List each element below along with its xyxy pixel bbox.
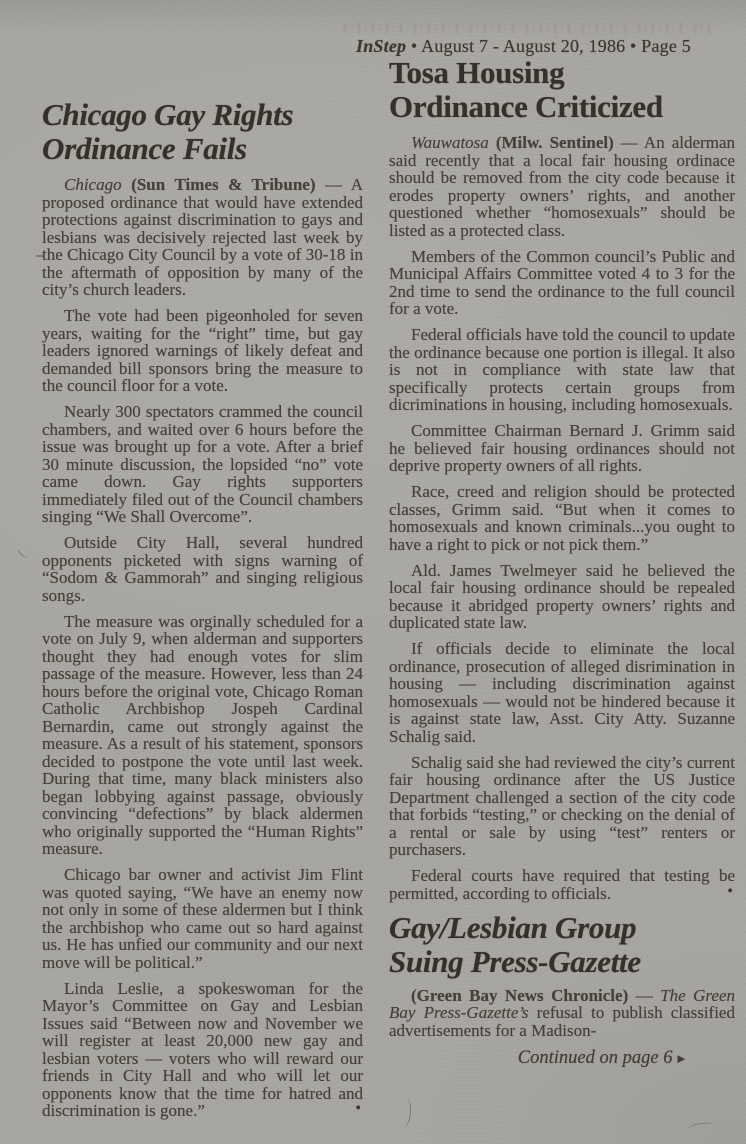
paragraph: Ald. James Twelmeyer said he believed the local fair housing ordinance should be repealed because it abridged property owners’ rights and duplicated state law. — [389, 560, 735, 632]
headline-line-1: Gay/Lesbian Group — [389, 909, 637, 945]
paragraph: Chicago bar owner and activist Jim Flint was quoted saying, “We have an enemy now not only in some of these aldermen but I think the archbishop who came out so hard against us. He has unfied our community and our next move will be political.” — [42, 865, 363, 972]
paragraph: Federal officials have told the council to update the ordinance because one portion is illegal. It also is not in compliance with state law that specifically protects certain groups from dicriminations in housing, including homosexuals. — [389, 325, 735, 414]
stray-ink-mark — [399, 1098, 412, 1129]
continued-arrow-icon: ▸ — [677, 1050, 685, 1067]
headline-line-2: Ordinance Fails — [42, 131, 247, 166]
headline-tosa — [389, 56, 735, 124]
lead-text: — An alderman said recently that a local fair housing ordinace should be removed from the city code because it erodes property owners’ rights, and another questioned whether “homosexuals” should be listed as a protected class. — [389, 133, 735, 240]
paragraph — [389, 867, 735, 902]
paragraph: If officials decide to eliminate the local ordinance, prosecution of alleged disrimination in housing — including discrimination against homosexuals — would not be hindered because it is against state law, Asst. City Atty. Suzanne Schalig said. — [389, 639, 735, 746]
paragraph: The measure was orginally scheduled for a vote on July 9, when alderman and supporters thought they had enough votes for slim passage of the measure. However, less than 24 hours before the original vote, Chicago Roman Catholic Archbishop Jospeh Cardinal Bernardin, came out strongly against the measure. As a result of his statement, sponsors decided to postpone the vote until last week. During that time, many black ministers also began lobbying against passage, obviously convincing “defections” by black aldermen who originally supported the “Human Rights” measure. — [42, 611, 363, 858]
paragraph: Members of the Common council’s Public and Municipal Affairs Committee voted 4 to 3 for the 2nd time to send the ordinance to the full council for a vote. — [389, 246, 735, 318]
paragraph: Race, creed and religion should be protected classes, Grimm said. “But when it comes to homosexuals and known criminals...you ought to have a right to pick or not pick them.” — [389, 482, 735, 554]
right-column — [389, 56, 735, 1069]
lead-text: — A proposed ordinance that would have extended protections against discrimination to gays and lesbians was decisively rejected last week by the Chicago City Council by a vote of 30-18 in the aftermath of opposition by many of the city’s church leaders. — [42, 175, 363, 299]
end-of-article-bullet: • — [355, 1100, 361, 1117]
lead-text: refusal to publish classified advertisements for a Madison- — [389, 1003, 735, 1040]
masthead-title: InStep — [356, 36, 407, 56]
lead-paragraph — [42, 176, 363, 299]
paragraph-text: Linda Leslie, a spokeswoman for the Mayor’s Committee on Gay and Lesbian Issues said “Between now and November we will register at least 20,000 new gay and lesbian voters — voters who will reward our friends in City Hall and who will let our opponents know that the time for hatred and discrimination is gone.” — [42, 978, 363, 1120]
article-press-gazette — [389, 911, 735, 1069]
dash: — — [635, 985, 653, 1005]
article-chicago-body — [42, 176, 363, 1120]
article-tosa-body — [389, 134, 735, 902]
issue-info: • August 7 - August 20, 1986 • Page 5 — [410, 36, 691, 56]
article-press-gazette-body — [389, 987, 735, 1040]
article-tosa — [389, 56, 735, 902]
paragraph: Nearly 300 spectators crammed the council chambers, and waited over 6 hours before the issue was brought up for a vote. After a brief 30 minute discussion, the lopsided “no” vote came down. Gay rights supporters immediately filed out of the Council chambers singing “We Shall Overcome”. — [42, 402, 363, 526]
dateline-source: (Sun Times & Tribune) — [131, 175, 316, 194]
dateline-city: Wauwatosa — [411, 133, 489, 152]
article-chicago — [42, 98, 363, 1128]
page-header — [356, 36, 691, 57]
stray-ink-mark — [17, 544, 32, 560]
headline-line-1: Tosa Housing — [389, 55, 565, 90]
publication-name: The Green Bay Press-Gazette’s — [389, 985, 736, 1022]
paragraph: Outside City Hall, several hundred opponents picketed with signs warning of “Sodom & Gammorah” and singing religious songs. — [42, 533, 363, 605]
paragraph: The vote had been pigeonholed for seven years, waiting for the “right” time, but gay leaders ignored warnings of likely defeat and demanded bill sponsors bring the measure to the council floor for a vote. — [42, 306, 363, 395]
stray-ink-mark — [688, 1121, 715, 1134]
continued-notice — [389, 1048, 735, 1069]
continued-text: Continued on page 6 — [517, 1047, 673, 1068]
paragraph: Schalig said she had reviewed the city’s current fair housing ordinance after the US Justice Department challenged a section of the city code that forbids “testing,” or checking on the denial of a rental or sale by using “test” renters or purchasers. — [389, 752, 735, 859]
headline-line-1: Chicago Gay Rights — [42, 97, 294, 132]
headline-line-2: Suing Press-Gazette — [389, 943, 641, 979]
end-of-article-bullet: • — [727, 882, 733, 900]
lead-paragraph — [389, 134, 735, 239]
bleedthrough-smudge — [344, 23, 712, 34]
paragraph: Committee Chairman Bernard J. Grimm said he believed fair housing ordinances should not deprive property owners of all rights. — [389, 421, 735, 475]
paragraph — [42, 980, 363, 1120]
headline-line-2: Ordinance Criticized — [389, 89, 663, 124]
headline-press-gazette — [389, 911, 735, 979]
paragraph-text: Federal courts have required that testing be permitted, according to officials. — [389, 866, 735, 903]
dateline-source: (Green Bay News Chronicle) — [411, 985, 629, 1005]
lead-paragraph — [389, 987, 735, 1040]
dateline-city: Chicago — [64, 175, 122, 194]
headline-chicago — [42, 98, 363, 166]
dateline-source: (Milw. Sentinel) — [495, 133, 614, 152]
